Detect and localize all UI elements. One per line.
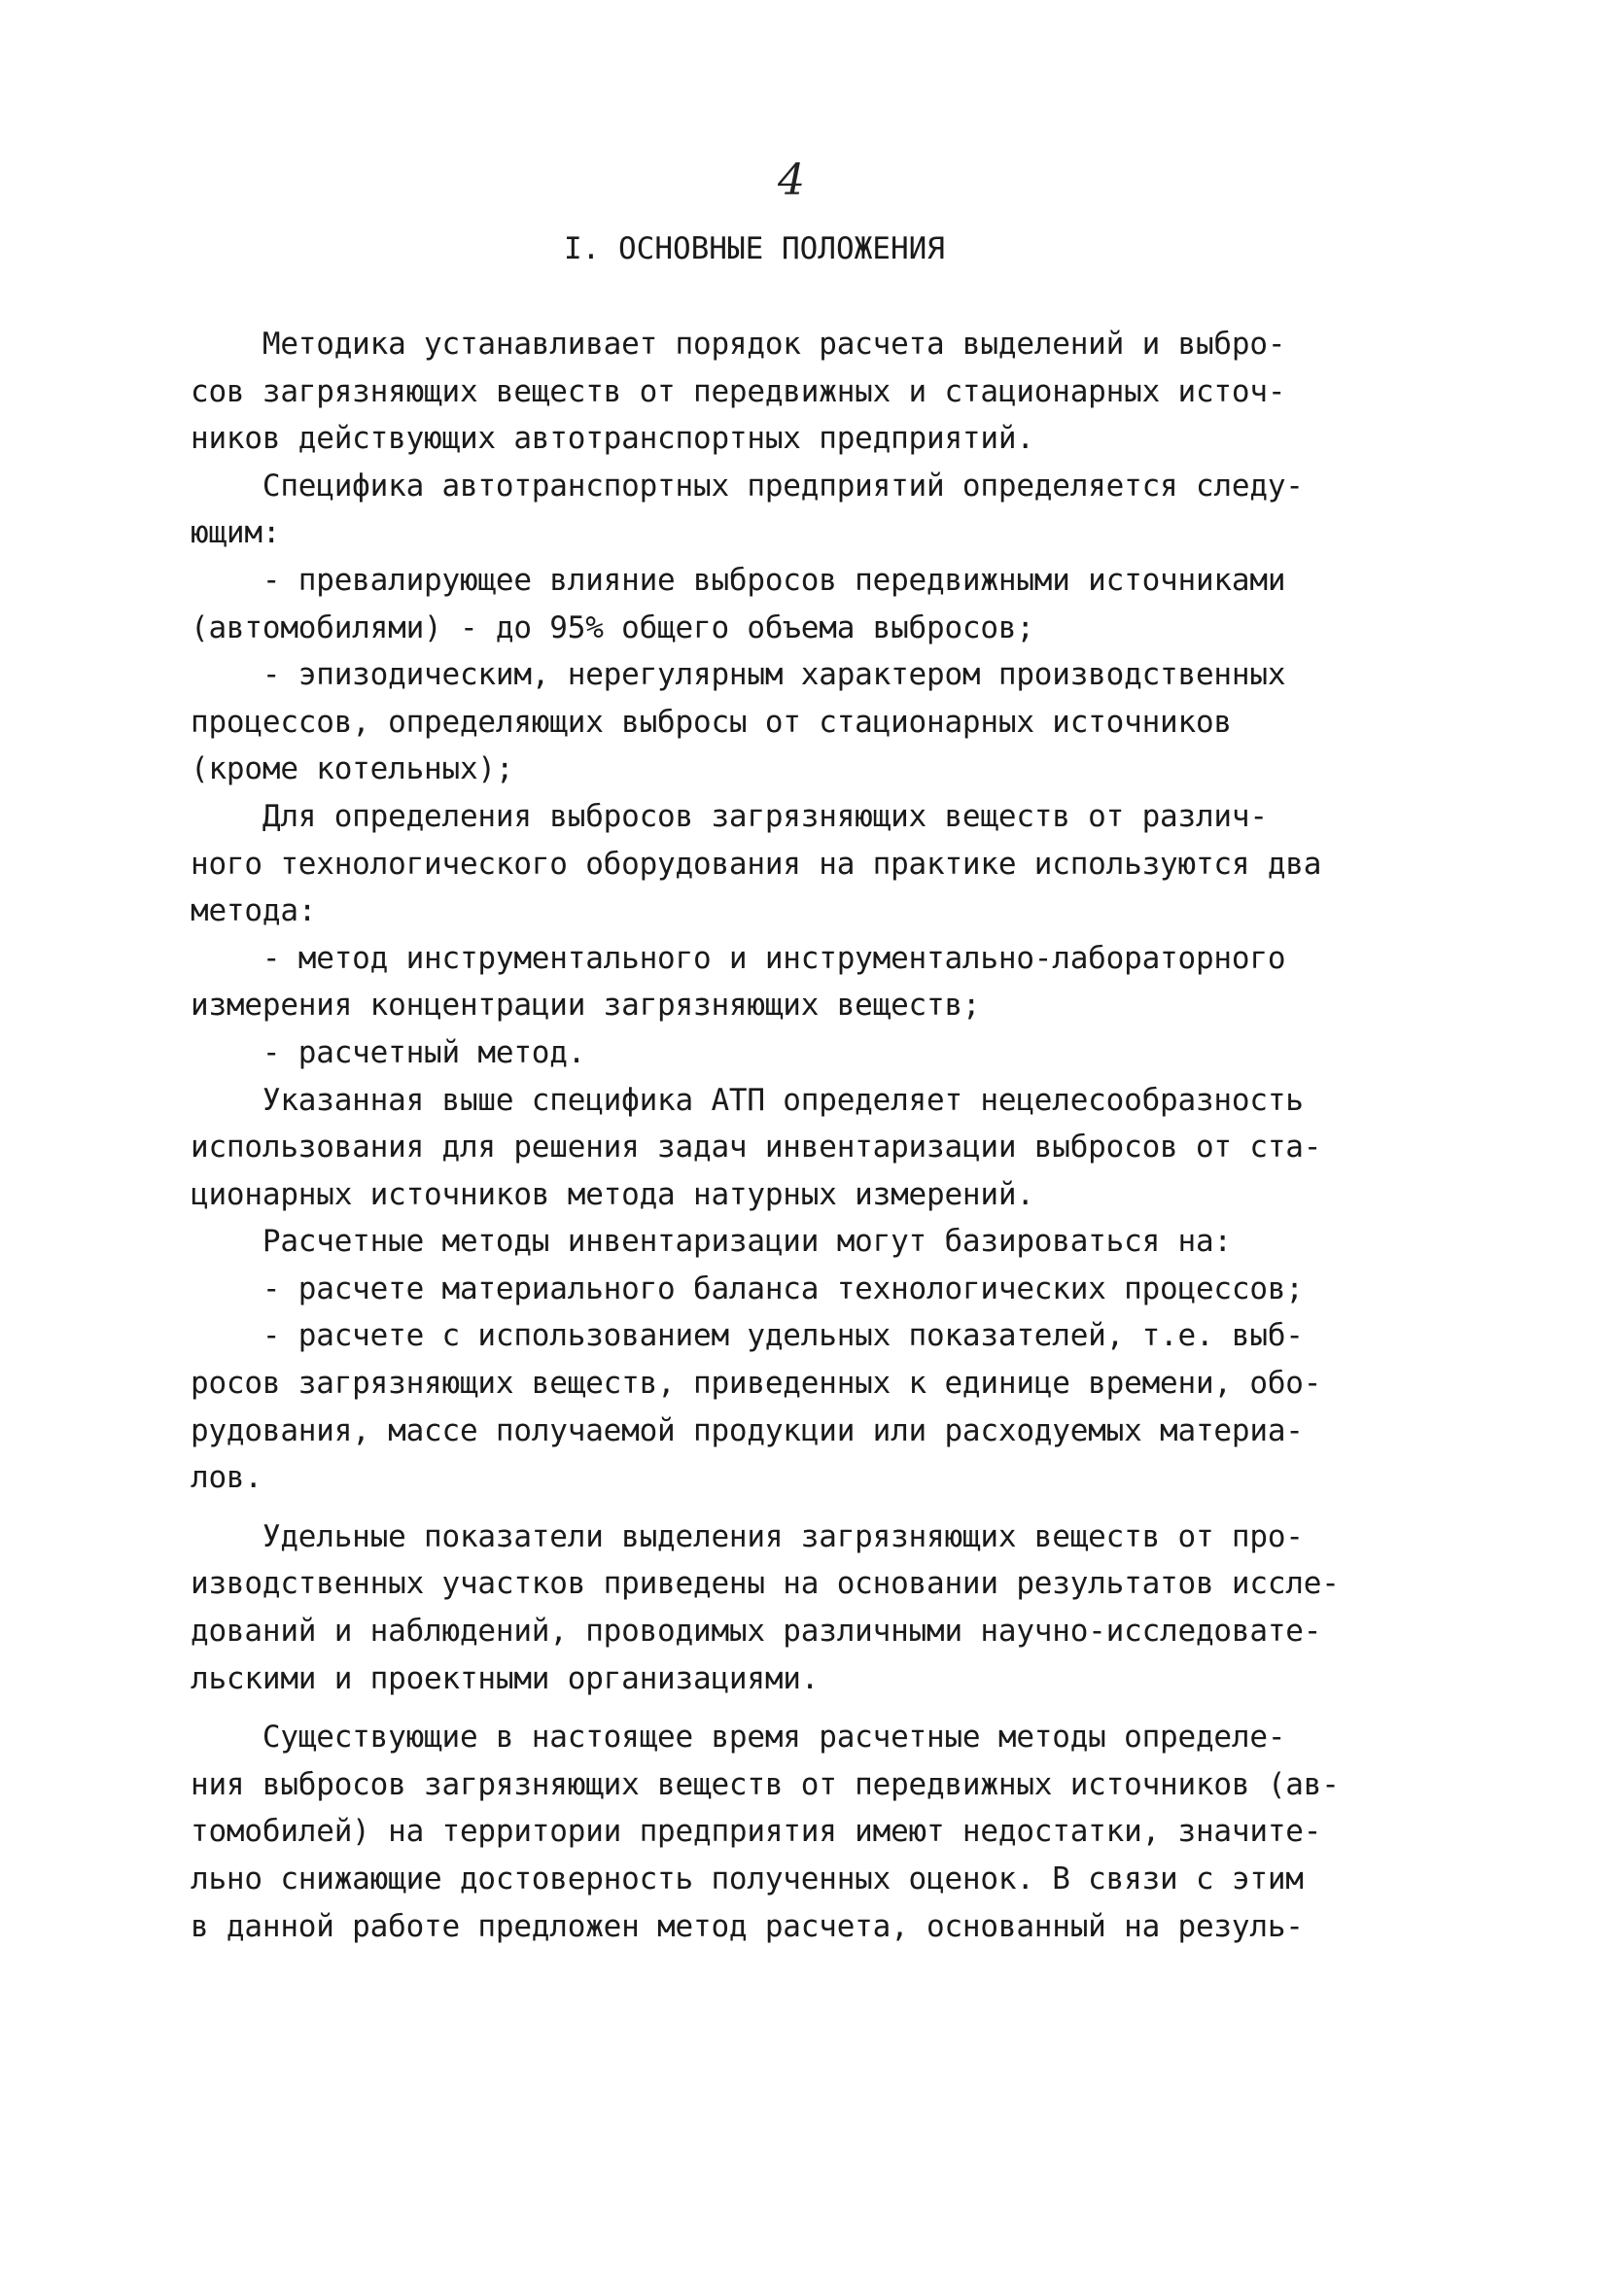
text-line: ционарных источников метода натурных измерений.: [191, 1176, 1034, 1212]
text-line: (кроме котельных);: [191, 751, 514, 787]
text-line: - расчете материального баланса технологических процессов;: [191, 1270, 1304, 1306]
text-line: - метод инструментального и инструментально-лабораторного: [191, 940, 1286, 976]
text-line: томобилей) на территории предприятия имеют недостатки, значите-: [191, 1814, 1322, 1850]
text-line: - расчетный метод.: [191, 1034, 586, 1070]
text-line: ющим:: [191, 515, 281, 551]
text-line: в данной работе предложен метод расчета, основанный на резуль-: [191, 1908, 1304, 1944]
text-line: Существующие в настоящее время расчетные методы определе-: [191, 1720, 1286, 1756]
text-line: изводственных участков приведены на основании результатов иссле-: [191, 1566, 1340, 1602]
text-line: использования для решения задач инвентаризации выбросов от ста-: [191, 1130, 1322, 1165]
text-line: измерения концентрации загрязняющих веществ;: [191, 988, 981, 1024]
section-title: I. ОСНОВНЫЕ ПОЛОЖЕНИЯ: [564, 231, 945, 266]
text-line: ния выбросов загрязняющих веществ от передвижных источников (ав-: [191, 1766, 1340, 1802]
text-line: ников действующих автотранспортных предприятий.: [191, 421, 1034, 457]
text-line: льскими и проектными организациями.: [191, 1660, 820, 1696]
text-line: Указанная выше специфика АТП определяет нецелесообразность: [191, 1082, 1304, 1118]
text-line: метода:: [191, 893, 317, 929]
text-line: Специфика автотранспортных предприятий определяется следу-: [191, 468, 1304, 504]
text-line: процессов, определяющих выбросы от стационарных источников: [191, 704, 1232, 740]
text-line: росов загрязняющих веществ, приведенных к единице времени, обо-: [191, 1366, 1322, 1402]
paragraph-gap: [191, 1502, 1474, 1513]
text-line: дований и наблюдений, проводимых различными научно-исследовате-: [191, 1614, 1322, 1650]
text-line: лов.: [191, 1460, 262, 1496]
text-line: Удельные показатели выделения загрязняющих веществ от про-: [191, 1518, 1304, 1554]
text-line: Расчетные методы инвентаризации могут базироваться на:: [191, 1224, 1232, 1260]
text-line: Для определения выбросов загрязняющих веществ от различ-: [191, 798, 1268, 834]
text-line: Методика устанавливает порядок расчета выделений и выбро-: [191, 327, 1286, 362]
text-line: рудования, массе получаемой продукции или расходуемых материа-: [191, 1412, 1304, 1448]
text-line: - эпизодическим, нерегулярным характером производственных: [191, 657, 1286, 693]
page-number: 4: [778, 156, 805, 205]
text-line: - расчете с использованием удельных показателей, т.е. выб-: [191, 1318, 1304, 1354]
text-line: (автомобилями) - до 95% общего объема выбросов;: [191, 609, 1034, 645]
paragraph-gap: [191, 1702, 1474, 1714]
text-line: ного технологического оборудования на практике используются два: [191, 846, 1322, 882]
text-line: - превалирующее влияние выбросов передвижными источниками: [191, 562, 1286, 598]
text-line: сов загрязняющих веществ от передвижных и стационарных источ-: [191, 373, 1286, 409]
text-line: льно снижающие достоверность полученных оценок. В связи с этим: [191, 1861, 1304, 1896]
body-text: [191, 321, 1474, 1950]
